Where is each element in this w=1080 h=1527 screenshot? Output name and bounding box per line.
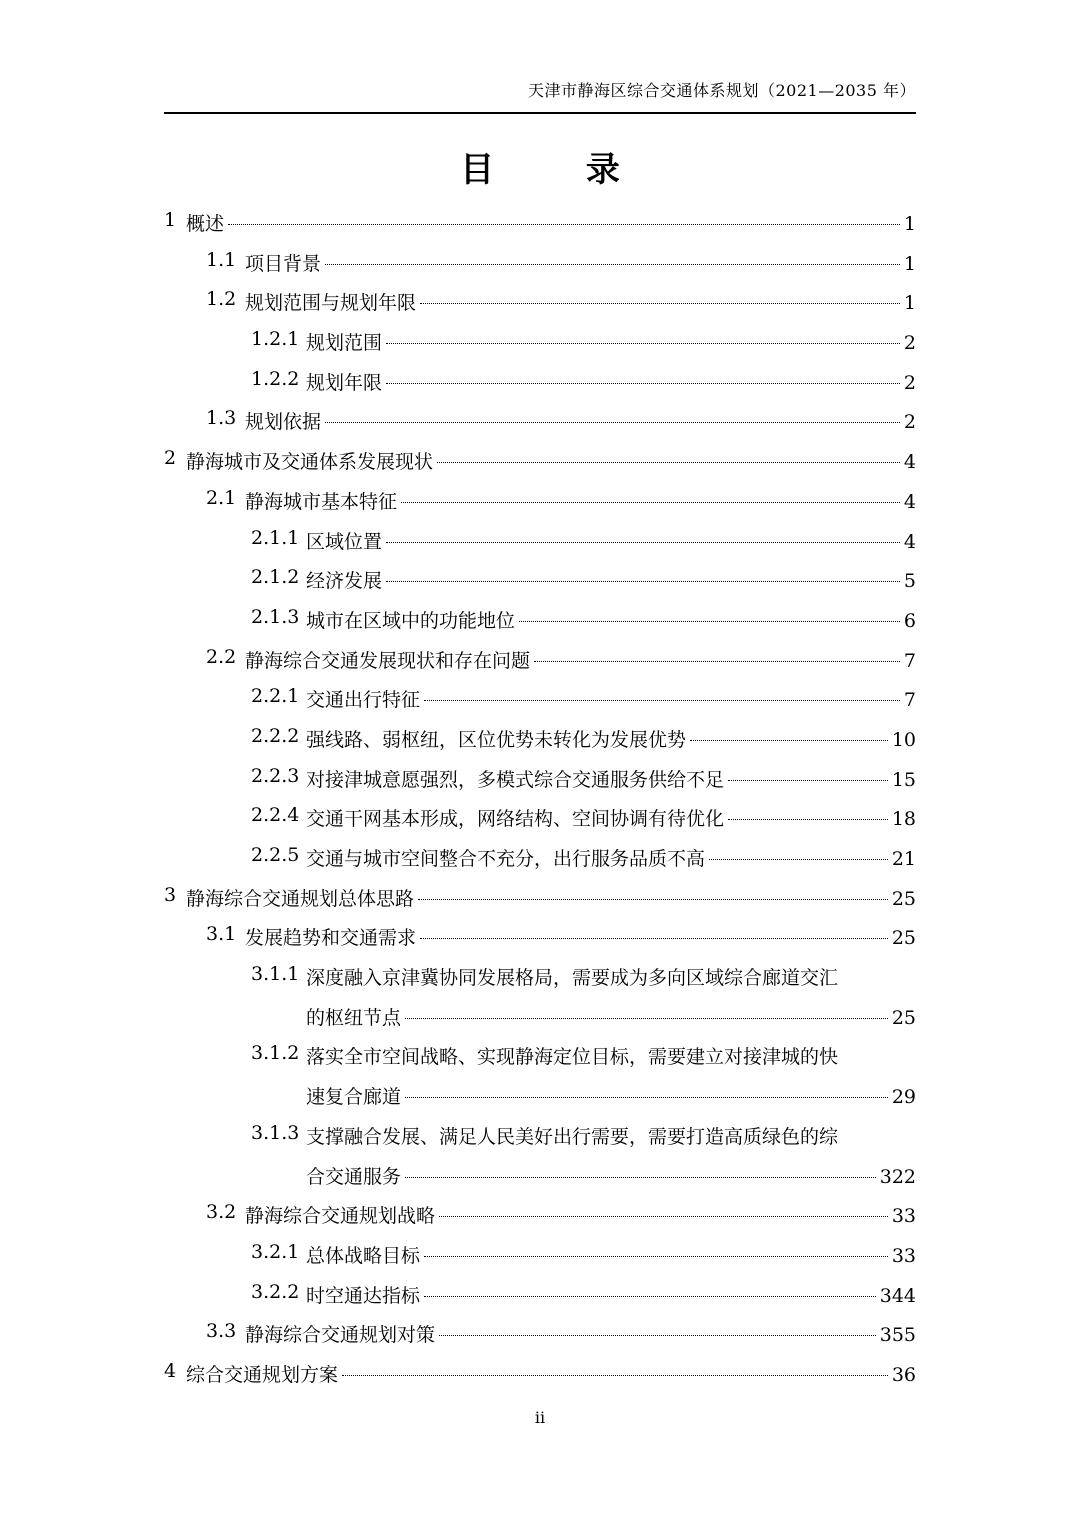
toc-entry[interactable] [164, 319, 916, 359]
toc-entry-title: 静海城市基本特征 [245, 487, 399, 514]
toc-entry-page: 344 [879, 1284, 916, 1307]
toc-entry-number: 2.1.1 [251, 526, 300, 549]
toc-entry-number: 2.2.5 [251, 844, 300, 866]
toc-entry-title: 综合交通规划方案 [186, 1360, 340, 1387]
toc-entry-page: 33 [891, 1244, 916, 1267]
toc-entry-page: 33 [891, 1205, 916, 1228]
toc-entry-page: 1 [903, 252, 916, 275]
toc-entry-number: 1.2.1 [251, 328, 300, 351]
toc-entry-page: 10 [891, 728, 916, 751]
toc-entry-title: 速复合廊道 [306, 1082, 403, 1109]
toc-entry-page: 322 [879, 1165, 916, 1188]
toc-entry-page: 1 [903, 213, 916, 235]
toc-entry-page: 15 [891, 768, 916, 791]
toc-entry-page: 4 [903, 490, 916, 513]
toc-entry-page: 4 [903, 530, 916, 553]
toc-leader-dots [728, 819, 888, 820]
toc-entry-title: 支撑融合发展、满足人民美好出行需要，需要打造高质绿色的综 [306, 1125, 839, 1148]
toc-entry-number: 2 [164, 447, 177, 470]
toc-entry-number: 2.2.1 [251, 685, 300, 708]
toc-entry-title: 规划范围 [306, 328, 384, 355]
toc-entry-page: 25 [891, 1006, 916, 1029]
toc-leader-dots [534, 661, 900, 662]
toc-entry-page: 29 [891, 1086, 916, 1109]
toc-entry-title: 深度融入京津冀协同发展格局，需要成为多向区域综合廊道交汇 [306, 967, 839, 990]
toc-entry-number: 3 [164, 883, 177, 906]
toc-entry[interactable] [164, 279, 916, 319]
toc-entry[interactable] [164, 200, 916, 240]
toc-entry-title: 落实全市空间战略、实现静海定位目标，需要建立对接津城的快 [306, 1046, 839, 1069]
toc-entry[interactable] [164, 557, 916, 597]
toc-entry-title: 总体战略目标 [306, 1241, 422, 1268]
toc-entry-number: 3.1.1 [251, 963, 300, 986]
header-rule [164, 112, 916, 114]
toc-entry-number: 2.2 [206, 645, 237, 668]
toc-leader-dots [420, 938, 888, 939]
toc-leader-dots [342, 1375, 888, 1376]
toc-entry-number: 3.1.3 [251, 1121, 300, 1144]
toc-leader-dots [405, 1177, 876, 1178]
toc-entry[interactable] [164, 1192, 916, 1232]
toc-entry[interactable] [164, 1232, 916, 1272]
toc-entry-number: 1 [164, 209, 177, 231]
toc-entry-title: 规划范围与规划年限 [245, 288, 418, 315]
toc-entry-number: 1.1 [206, 248, 237, 271]
toc-entry[interactable] [164, 795, 916, 835]
toc-entry[interactable] [164, 676, 916, 716]
toc-entry-page: 2 [903, 411, 916, 434]
toc-leader-dots [439, 1335, 876, 1336]
toc-leader-dots [690, 740, 888, 741]
toc-entry-number: 2.2.3 [251, 764, 300, 787]
toc-leader-dots [519, 621, 900, 622]
toc-leader-dots [325, 422, 900, 423]
toc-leader-dots [424, 1296, 876, 1297]
toc-entry-title: 区域位置 [306, 527, 384, 554]
toc-entry[interactable] [164, 756, 916, 796]
toc-entry-title: 静海综合交通规划战略 [245, 1201, 437, 1228]
toc-entry-continuation[interactable] [164, 1153, 916, 1193]
page-number: ii [534, 1408, 546, 1427]
toc-entry-title: 经济发展 [306, 566, 384, 593]
toc-entry-number: 2.1 [206, 486, 237, 509]
toc-entry[interactable] [164, 1033, 916, 1073]
toc-leader-dots [405, 1097, 888, 1098]
toc-leader-dots [405, 1018, 888, 1019]
toc-entry[interactable] [164, 1113, 916, 1153]
toc-entry[interactable] [164, 518, 916, 558]
toc-entry[interactable] [164, 1272, 916, 1312]
toc-entry-number: 1.2 [206, 288, 237, 311]
toc-entry[interactable] [164, 716, 916, 756]
toc-entry-page: 7 [903, 649, 916, 672]
toc-entry-page: 25 [891, 887, 916, 910]
toc-entry[interactable] [164, 398, 916, 438]
toc-leader-dots [325, 264, 900, 265]
toc-leader-dots [424, 1256, 888, 1257]
toc-entry-number: 3.3 [206, 1320, 237, 1343]
toc-entry[interactable] [164, 835, 916, 875]
toc-entry-number: 2.2.2 [251, 724, 300, 747]
toc-leader-dots [228, 224, 900, 225]
toc-entry-number: 3.2 [206, 1201, 237, 1224]
toc-entry-title: 合交通服务 [306, 1162, 403, 1189]
toc-entry-title: 静海综合交通规划对策 [245, 1320, 437, 1347]
toc-entry[interactable] [164, 914, 916, 954]
toc-leader-dots [709, 859, 888, 860]
toc-entry-page: 1 [903, 292, 916, 315]
toc-leader-dots [386, 343, 900, 344]
toc-entry[interactable] [164, 954, 916, 994]
toc-leader-dots [418, 899, 888, 900]
toc-entry-continuation[interactable] [164, 1073, 916, 1113]
toc-entry-page: 7 [903, 689, 916, 712]
toc-entry-title: 交通出行特征 [306, 685, 422, 712]
toc-leader-dots [420, 303, 900, 304]
toc-entry-number: 3.1.2 [251, 1042, 300, 1065]
toc-entry-page: 18 [891, 808, 916, 831]
toc-entry-title: 交通干网基本形成，网络结构、空间协调有待优化 [306, 804, 726, 831]
toc-entry-page: 5 [903, 570, 916, 593]
toc-entry-page: 2 [903, 332, 916, 355]
toc-leader-dots [386, 581, 900, 582]
toc-entry-page: 2 [903, 371, 916, 394]
toc-entry-number: 3.1 [206, 923, 237, 946]
toc-entry-title: 静海综合交通发展现状和存在问题 [245, 646, 532, 673]
toc-entry-title: 时空通达指标 [306, 1281, 422, 1308]
toc-leader-dots [439, 1216, 888, 1217]
toc-entry[interactable] [164, 240, 916, 280]
toc-entry[interactable] [164, 438, 916, 478]
toc-leader-dots [386, 542, 900, 543]
toc-entry-title: 规划年限 [306, 368, 384, 395]
toc-entry-title: 发展趋势和交通需求 [245, 923, 418, 950]
toc-entry-page: 25 [891, 927, 916, 950]
table-of-contents [164, 200, 916, 1391]
toc-entry[interactable] [164, 637, 916, 677]
toc-leader-dots [437, 462, 900, 463]
toc-entry-title: 概述 [186, 209, 226, 236]
toc-entry-number: 1.3 [206, 407, 237, 430]
toc-entry-number: 3.2.2 [251, 1280, 300, 1303]
toc-entry[interactable] [164, 1351, 916, 1391]
toc-entry-number: 2.1.2 [251, 566, 300, 589]
toc-entry-number: 2.2.4 [251, 804, 300, 827]
toc-entry-page: 6 [903, 609, 916, 632]
toc-entry[interactable] [164, 1311, 916, 1351]
running-header: 天津市静海区综合交通体系规划（2021—2035 年） [527, 81, 916, 100]
toc-entry-continuation[interactable] [164, 994, 916, 1034]
toc-entry-number: 4 [164, 1359, 177, 1382]
toc-entry-number: 1.2.2 [251, 367, 300, 390]
toc-leader-dots [424, 700, 900, 701]
toc-entry[interactable] [164, 597, 916, 637]
toc-entry-title: 的枢纽节点 [306, 1003, 403, 1030]
toc-entry-title: 静海综合交通规划总体思路 [186, 884, 416, 911]
toc-entry-page: 21 [891, 848, 916, 870]
toc-entry[interactable] [164, 875, 916, 915]
toc-entry-page: 36 [891, 1363, 916, 1386]
toc-entry-page: 4 [903, 451, 916, 474]
toc-leader-dots [386, 383, 900, 384]
toc-entry[interactable] [164, 478, 916, 518]
toc-leader-dots [401, 502, 900, 503]
toc-entry-title: 交通与城市空间整合不充分，出行服务品质不高 [306, 844, 707, 871]
toc-entry-number: 2.1.3 [251, 605, 300, 628]
toc-entry-title: 静海城市及交通体系发展现状 [186, 447, 435, 474]
toc-entry-title: 项目背景 [245, 249, 323, 276]
toc-entry[interactable] [164, 359, 916, 399]
page-title: 目 录 [460, 150, 660, 190]
toc-entry-number: 3.2.1 [251, 1240, 300, 1263]
toc-entry-title: 对接津城意愿强烈，多模式综合交通服务供给不足 [306, 765, 726, 792]
toc-entry-title: 强线路、弱枢纽，区位优势未转化为发展优势 [306, 725, 688, 752]
toc-leader-dots [728, 780, 888, 781]
toc-entry-title: 城市在区域中的功能地位 [306, 606, 517, 633]
toc-entry-title: 规划依据 [245, 407, 323, 434]
toc-entry-page: 355 [879, 1324, 916, 1347]
